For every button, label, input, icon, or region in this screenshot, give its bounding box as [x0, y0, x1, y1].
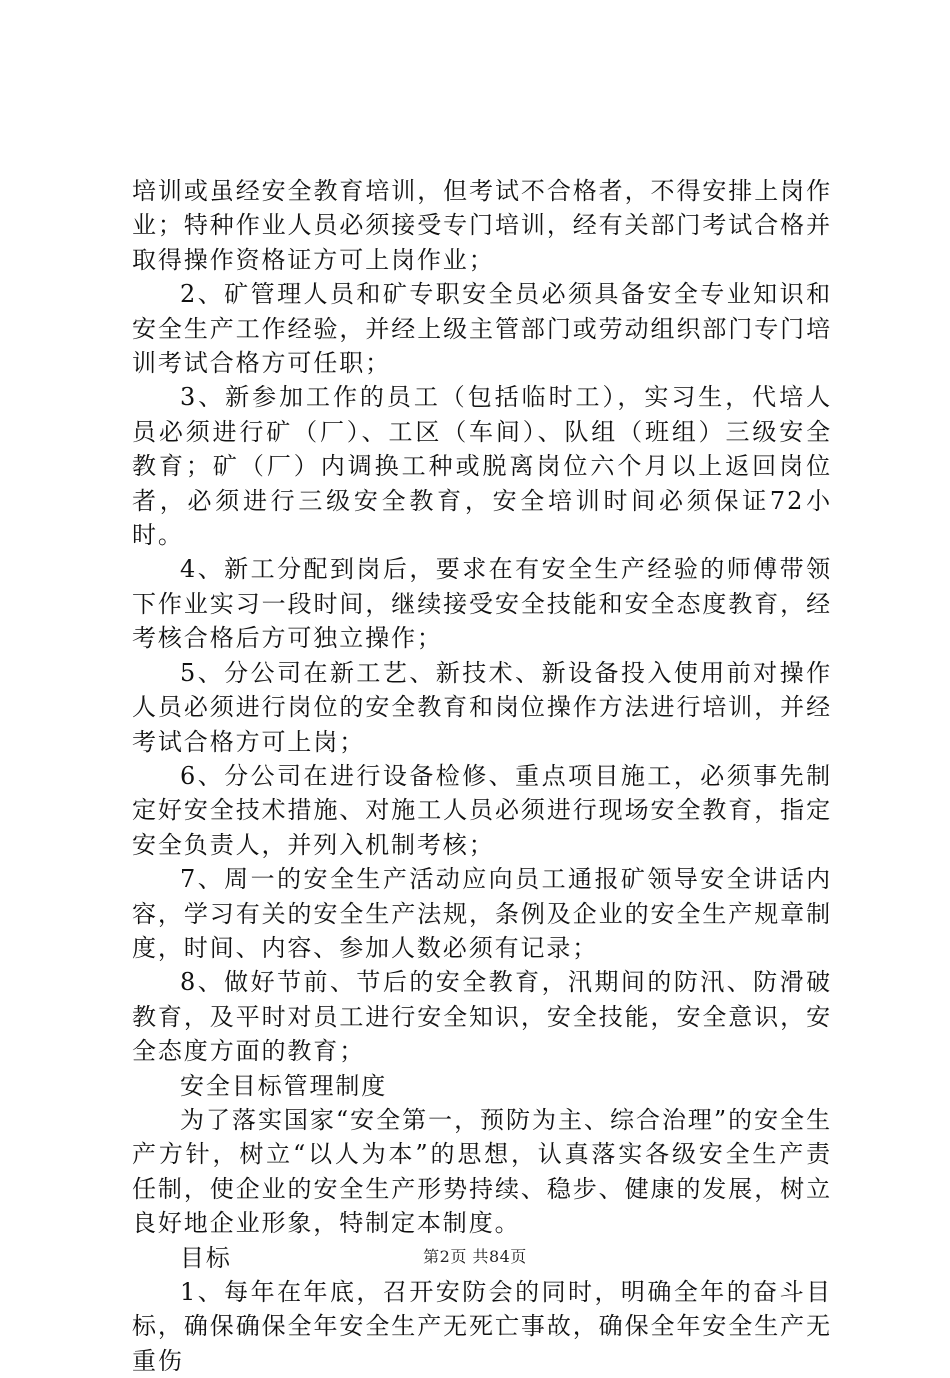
paragraph-7: 7、周一的安全生产活动应向员工通报矿领导安全讲话内容，学习有关的安全生产法规，条例及企业的安全生产规章制度，时间、内容、参加人数必须有记录；	[132, 865, 832, 962]
subsection-heading: 目标	[180, 1243, 232, 1272]
paragraph-8: 8、做好节前、节后的安全教育，汛期间的防汛、防滑破教育，及平时对员工进行安全知识，安全技能，安全意识，安全态度方面的教育；	[132, 968, 832, 1066]
document-body	[132, 174, 832, 1378]
paragraph-12: 1、每年在年底，召开安防会的同时，明确全年的奋斗目标，确保确保全年安全生产无死亡事故，确保全年安全生产无重伤	[132, 1278, 832, 1375]
paragraph-6: 6、分公司在进行设备检修、重点项目施工，必须事先制定好安全技术措施、对施工人员必须进行现场安全教育，指定安全负责人，并列入机制考核；	[132, 761, 832, 859]
paragraph-10: 为了落实国家“安全第一，预防为主、综合治理”的安全生产方针，树立“以人为本”的思想，认真落实各级安全生产责任制，使企业的安全生产形势持续、稳步、健康的发展，树立良好地企业形象，特制定本制度。	[132, 1105, 832, 1238]
paragraph-3: 3、新参加工作的员工（包括临时工），实习生，代培人员必须进行矿（厂）、工区（车间）、队组（班组）三级安全教育；矿（厂）内调换工种或脱离岗位六个月以上返回岗位者，必须进行三级安全教育，安全培训时间必须保证72小时。	[132, 383, 832, 550]
paragraph-2: 2、矿管理人员和矿专职安全员必须具备安全专业知识和安全生产工作经验，并经上级主管部门或劳动组织部门专门培训考试合格方可任职；	[132, 280, 832, 378]
paragraph-4: 4、新工分配到岗后，要求在有安全生产经验的师傅带领下作业实习一段时间，继续接受安全技能和安全态度教育，经考核合格后方可独立操作；	[132, 555, 832, 653]
paragraph-5: 5、分公司在新工艺、新技术、新设备投入使用前对操作人员必须进行岗位的安全教育和岗位操作方法进行培训，并经考试合格方可上岗；	[132, 658, 832, 756]
page-footer: 第2页 共84页	[423, 1247, 527, 1266]
paragraph-1: 培训或虽经安全教育培训，但考试不合格者，不得安排上岗作业；特种作业人员必须接受专门培训，经有关部门考试合格并取得操作资格证方可上岗作业；	[132, 177, 832, 274]
section-heading: 安全目标管理制度	[180, 1071, 388, 1100]
